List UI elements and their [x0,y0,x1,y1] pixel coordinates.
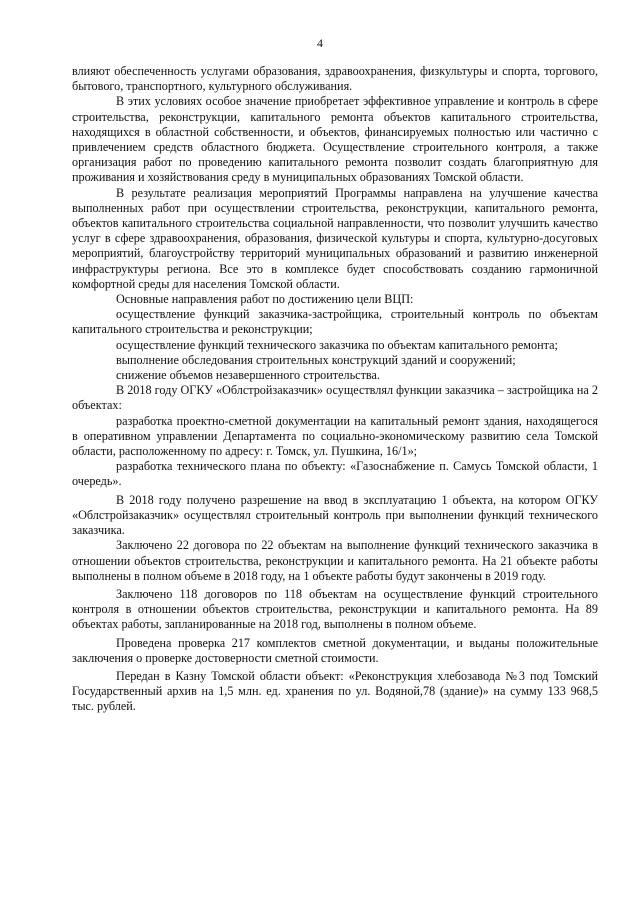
paragraph: осуществление функций заказчика-застройщика, строительный контроль по объектам капитального строительства и реконструкции; [72,307,598,337]
paragraph: Заключено 118 договоров по 118 объектам на осуществление функций строительного контроля в отношении объектов строительства, реконструкции и капитального ремонта. На 89 объектах работы, запланированные на 2018 год, выполнены в полном объеме. [72,586,598,632]
document-body [72,64,598,715]
paragraph: В этих условиях особое значение приобретает эффективное управление и контроль в сфере строительства, реконструкции, капитального ремонта объектов капитального строительства, находящихся в областной собственности, и объектов, финансируемых полностью или частично с привлечением средств областного бюджета. Осуществление строительного контроля, а также организация работ по проведению капитального ремонта позволит создать благоприятную для проживания и хозяйствования среду в муниципальных образованиях Томской области. [72,94,598,185]
paragraph: разработка технического плана по объекту: «Газоснабжение п. Самусь Томской области, 1 очередь». [72,459,598,489]
paragraph: В 2018 году ОГКУ «Облстройзаказчик» осуществлял функции заказчика – застройщика на 2 объектах: [72,383,598,413]
paragraph: снижение объемов незавершенного строительства. [116,368,380,383]
paragraph: Основные направления работ по достижению цели ВЦП: [116,292,414,307]
paragraph: осуществление функций технического заказчика по объектам капитального ремонта; [116,337,558,352]
paragraph: разработка проектно-сметной документации на капитальный ремонт здания, находящегося в оперативном управлении Департамента по социально-экономическому развитию села Томской области, расположенному по адресу: г. Томск, ул. Пушкина, 16/1»; [72,413,598,459]
paragraph: Передан в Казну Томской области объект: «Реконструкция хлебозавода №3 под Томский Государственный архив на 1,5 млн. ед. хранения по ул. Водяной,78 (здание)» на сумму 133 968,5 тыс. рублей. [72,668,598,714]
page-number: 4 [317,36,323,50]
paragraph: Заключено 22 договора по 22 объектам на выполнение функций технического заказчика в отношении объектов строительства, реконструкции и капитального ремонта. На 21 объекте работы выполнены в полном объеме в 2018 году, на 1 объекте работы будут закончены в 2019 году. [72,538,598,583]
paragraph: В результате реализация мероприятий Программы направлена на улучшение качества выполненных работ при осуществлении строительства, реконструкции, капитального ремонта, объектов капитального строительства социальной направленности, что позволит улучшить качество услуг в сфере здравоохранения, образования, физической культуры и спорта, культурно-досуговых мероприятий, благоустройству территорий муниципальных образований и развитию инженерной инфраструктуры региона. Все это в комплексе будет способствовать созданию гармоничной комфортной среды для населения Томской области. [72,185,598,291]
paragraph: влияют обеспеченность услугами образования, здравоохранения, физкультуры и спорта, торгового, бытового, транспортного, культурного обслуживания. [72,64,598,94]
paragraph: выполнение обследования строительных конструкций зданий и сооружений; [116,352,516,367]
paragraph: Проведена проверка 217 комплектов сметной документации, и выданы положительные заключения о проверке достоверности сметной стоимости. [72,635,598,665]
paragraph: В 2018 году получено разрешение на ввод в эксплуатацию 1 объекта, на котором ОГКУ «Облстройзаказчик» осуществлял строительный контроль при выполнении функций технического заказчика. [72,492,598,538]
